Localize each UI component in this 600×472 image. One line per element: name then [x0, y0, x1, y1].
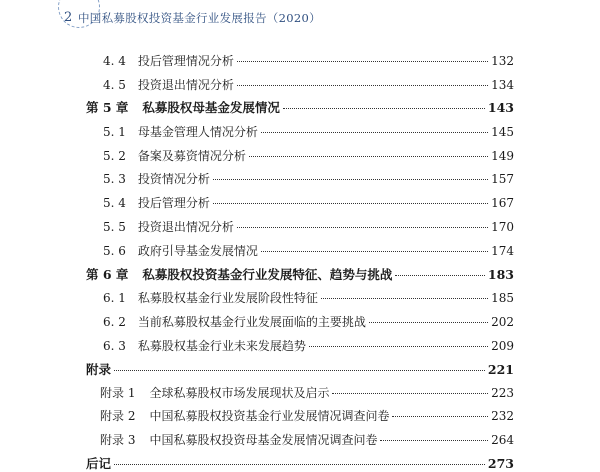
- toc-entry-number: 附录: [86, 362, 112, 377]
- toc-entry-title: 投资情况分析: [137, 172, 210, 186]
- toc-chapter-entry[interactable]: [86, 98, 514, 116]
- dot-leader: [249, 156, 488, 157]
- toc-entry-number: 第 6 章: [86, 267, 129, 282]
- toc-entry-number: 6. 2: [103, 315, 126, 329]
- dot-leader: [309, 346, 488, 347]
- toc-page-number: 145: [491, 125, 514, 139]
- toc-entry-number: 4. 4: [103, 54, 126, 68]
- toc-entry-title: 政府引导基金发展情况: [137, 244, 258, 258]
- toc-page-number: 170: [491, 220, 514, 234]
- toc-page-number: 264: [491, 433, 514, 447]
- toc-entry-number: 4. 5: [103, 78, 126, 92]
- toc-entry-number: 附录 3: [100, 433, 136, 447]
- toc-page-number: 149: [491, 149, 514, 163]
- toc-entry-title: 私募股权投资基金行业发展特征、趋势与挑战: [142, 267, 393, 282]
- toc-entry-title: 全球私募股权市场发展现状及启示: [149, 386, 330, 400]
- toc-entry-number: 5. 4: [103, 196, 126, 210]
- toc-entry-title: 投后管理分析: [137, 196, 210, 210]
- toc-entry-title: 中国私募股权投资基金行业发展情况调查问卷: [149, 409, 390, 423]
- toc-page-number: 183: [487, 267, 514, 282]
- toc-section-entry[interactable]: [103, 289, 514, 306]
- toc-entry-title: 投资退出情况分析: [137, 220, 234, 234]
- toc-entry-title: 投资退出情况分析: [137, 78, 234, 92]
- toc-section-entry[interactable]: [103, 337, 514, 354]
- toc-entry-title: 中国私募股权投资母基金发展情况调查问卷: [149, 433, 378, 447]
- toc-entry-title: 私募股权基金行业未来发展趋势: [137, 339, 306, 353]
- dot-leader: [395, 275, 484, 276]
- toc-section-entry[interactable]: [103, 218, 514, 235]
- toc-entry-number: 5. 6: [103, 244, 126, 258]
- dot-leader: [114, 370, 485, 371]
- dot-leader: [380, 440, 488, 441]
- dot-leader: [213, 203, 488, 204]
- dot-leader: [392, 416, 488, 417]
- toc-section-entry[interactable]: [100, 384, 514, 401]
- toc-section-entry[interactable]: [103, 242, 514, 259]
- toc-entry-number: 后记: [86, 456, 112, 471]
- dot-leader: [369, 322, 488, 323]
- dot-leader: [261, 132, 488, 133]
- toc-section-entry[interactable]: [103, 147, 514, 164]
- toc-page-number: 202: [491, 315, 514, 329]
- toc-page-number: 221: [487, 362, 514, 377]
- dot-leader: [213, 179, 488, 180]
- toc-page-number: 273: [487, 456, 514, 471]
- dot-leader: [114, 464, 485, 465]
- toc-section-entry[interactable]: [103, 313, 514, 330]
- toc-page-number: 132: [491, 54, 514, 68]
- toc-entry-title: 私募股权基金行业发展阶段性特征: [137, 291, 318, 305]
- toc-page-number: 134: [491, 78, 514, 92]
- toc-page-number: 157: [491, 172, 514, 186]
- dot-leader: [237, 61, 488, 62]
- toc-entry-title: 投后管理情况分析: [137, 54, 234, 68]
- toc-section-entry[interactable]: [103, 194, 514, 211]
- toc-entry-number: 5. 3: [103, 172, 126, 186]
- dot-leader: [237, 227, 488, 228]
- toc-chapter-entry[interactable]: [86, 454, 514, 472]
- toc-page-number: 209: [491, 339, 514, 353]
- toc-entry-number: 第 5 章: [86, 100, 129, 115]
- toc-entry-number: 6. 3: [103, 339, 126, 353]
- dot-leader: [283, 108, 485, 109]
- toc-section-entry[interactable]: [103, 123, 514, 140]
- toc-page-number: 223: [491, 386, 514, 400]
- toc-section-entry[interactable]: [103, 170, 514, 187]
- toc-entry-number: 5. 1: [103, 125, 126, 139]
- toc-page-number: 174: [491, 244, 514, 258]
- toc-entry-number: 5. 5: [103, 220, 126, 234]
- toc-chapter-entry[interactable]: [86, 360, 514, 378]
- dot-leader: [261, 251, 488, 252]
- toc-entry-number: 附录 1: [100, 386, 136, 400]
- toc-entry-number: 6. 1: [103, 291, 126, 305]
- toc-entry-title: 当前私募股权基金行业发展面临的主要挑战: [137, 315, 366, 329]
- toc-entry-title: 私募股权母基金发展情况: [142, 100, 280, 115]
- toc-page-number: 167: [491, 196, 514, 210]
- toc-page-number: 185: [491, 291, 514, 305]
- toc-page-number: 143: [487, 100, 514, 115]
- toc-section-entry[interactable]: [100, 431, 514, 448]
- toc-entry-title: 母基金管理人情况分析: [137, 125, 258, 139]
- page-number: 2: [64, 10, 73, 25]
- toc-section-entry[interactable]: [103, 52, 514, 69]
- running-title: 中国私募股权投资基金行业发展报告（2020）: [78, 11, 321, 25]
- toc-entry-title: 备案及募资情况分析: [137, 149, 246, 163]
- toc-entry-number: 附录 2: [100, 409, 136, 423]
- page-header: [0, 0, 600, 36]
- toc-page-number: 232: [491, 409, 514, 423]
- dot-leader: [332, 393, 488, 394]
- dot-leader: [321, 298, 488, 299]
- toc-section-entry[interactable]: [100, 407, 514, 424]
- toc-section-entry[interactable]: [103, 76, 514, 93]
- toc-chapter-entry[interactable]: [86, 265, 514, 283]
- dot-leader: [237, 85, 488, 86]
- toc-entry-number: 5. 2: [103, 149, 126, 163]
